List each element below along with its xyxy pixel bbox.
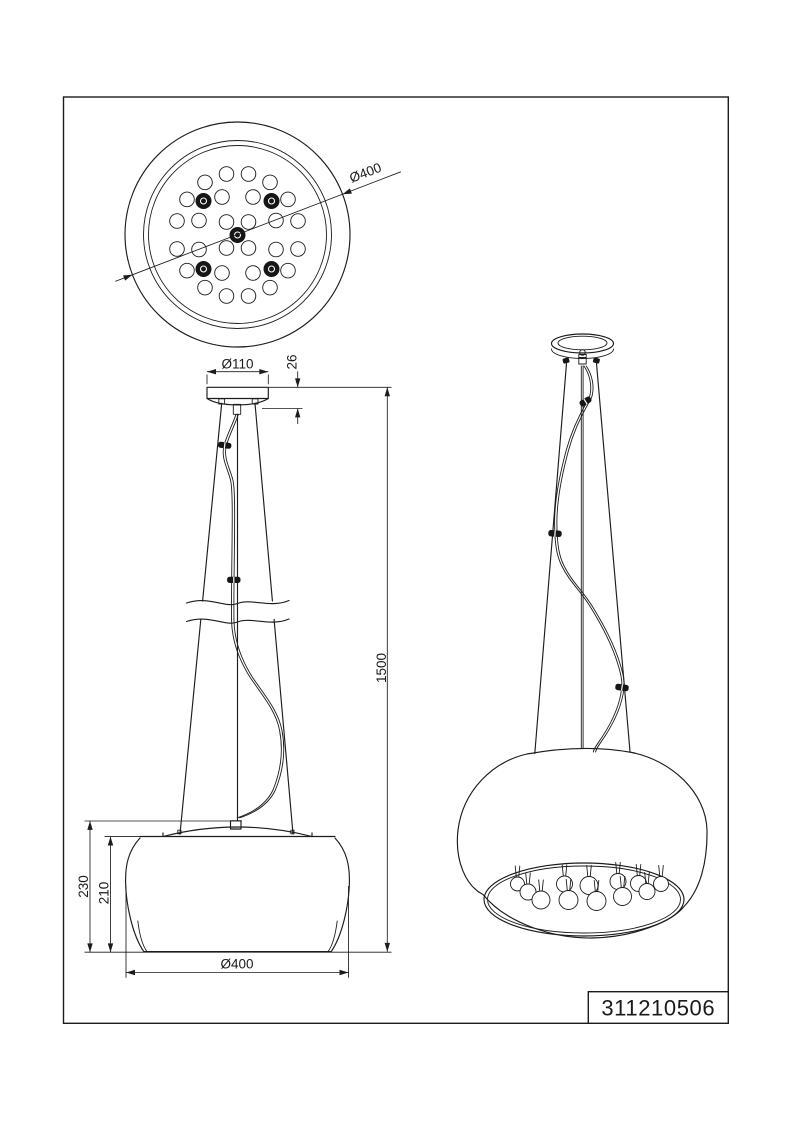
shade-opening [484, 863, 684, 936]
socket-sw [196, 261, 212, 277]
ceiling-canopy-front [207, 387, 268, 414]
socket-nw [196, 193, 212, 209]
shade-connector [231, 821, 242, 829]
canopy-diameter-label: Ø110 [221, 356, 254, 372]
suspension-length-dimension [374, 387, 390, 952]
glass-shade-side [457, 748, 707, 938]
canopy-height-dimension [285, 354, 301, 424]
shade-diameter-dimension [126, 957, 349, 976]
canopy-height-label: 26 [284, 354, 300, 370]
side-view [457, 334, 707, 938]
part-number-box [588, 992, 728, 1024]
part-number: 311210506 [601, 995, 716, 1021]
socket-se [264, 261, 280, 277]
suspension-cables-side [535, 364, 630, 754]
total-shade-height-dimension [76, 821, 93, 952]
drawing-frame [64, 97, 729, 1023]
suspension-cables-front [180, 403, 293, 834]
total-shade-height-label: 230 [76, 875, 91, 898]
glass-height-dimension [97, 837, 114, 953]
stem [579, 355, 586, 365]
cord-clamp-top-side [579, 396, 593, 408]
bulb-droplets [511, 863, 669, 911]
suspension-length-label: 1500 [373, 652, 389, 684]
glass-shade-front [126, 821, 350, 952]
lamp-socket-positions [196, 193, 280, 277]
ceiling-canopy-side [552, 334, 614, 364]
cord-clamp-low-side [615, 683, 629, 691]
power-cord-side [548, 366, 629, 752]
cable-gland-left-side [562, 357, 570, 364]
top-diameter-label: Ø400 [347, 159, 384, 186]
power-cord-front [218, 414, 284, 818]
canopy-diameter-dimension [207, 356, 268, 374]
top-view [115, 122, 401, 347]
cord-clamp-upper [218, 442, 232, 450]
shade-diameter-label: Ø400 [220, 956, 254, 972]
glass-height-label: 210 [96, 881, 112, 905]
socket-center [230, 227, 246, 243]
cable-gland-right-side [593, 357, 601, 364]
cord-clamp-mid-side [548, 530, 562, 537]
cord-connector [233, 404, 240, 414]
top-diameter-dimension [115, 160, 401, 282]
socket-ne [264, 193, 280, 209]
cord-clamp-lower [227, 577, 240, 583]
front-view [76, 354, 392, 977]
